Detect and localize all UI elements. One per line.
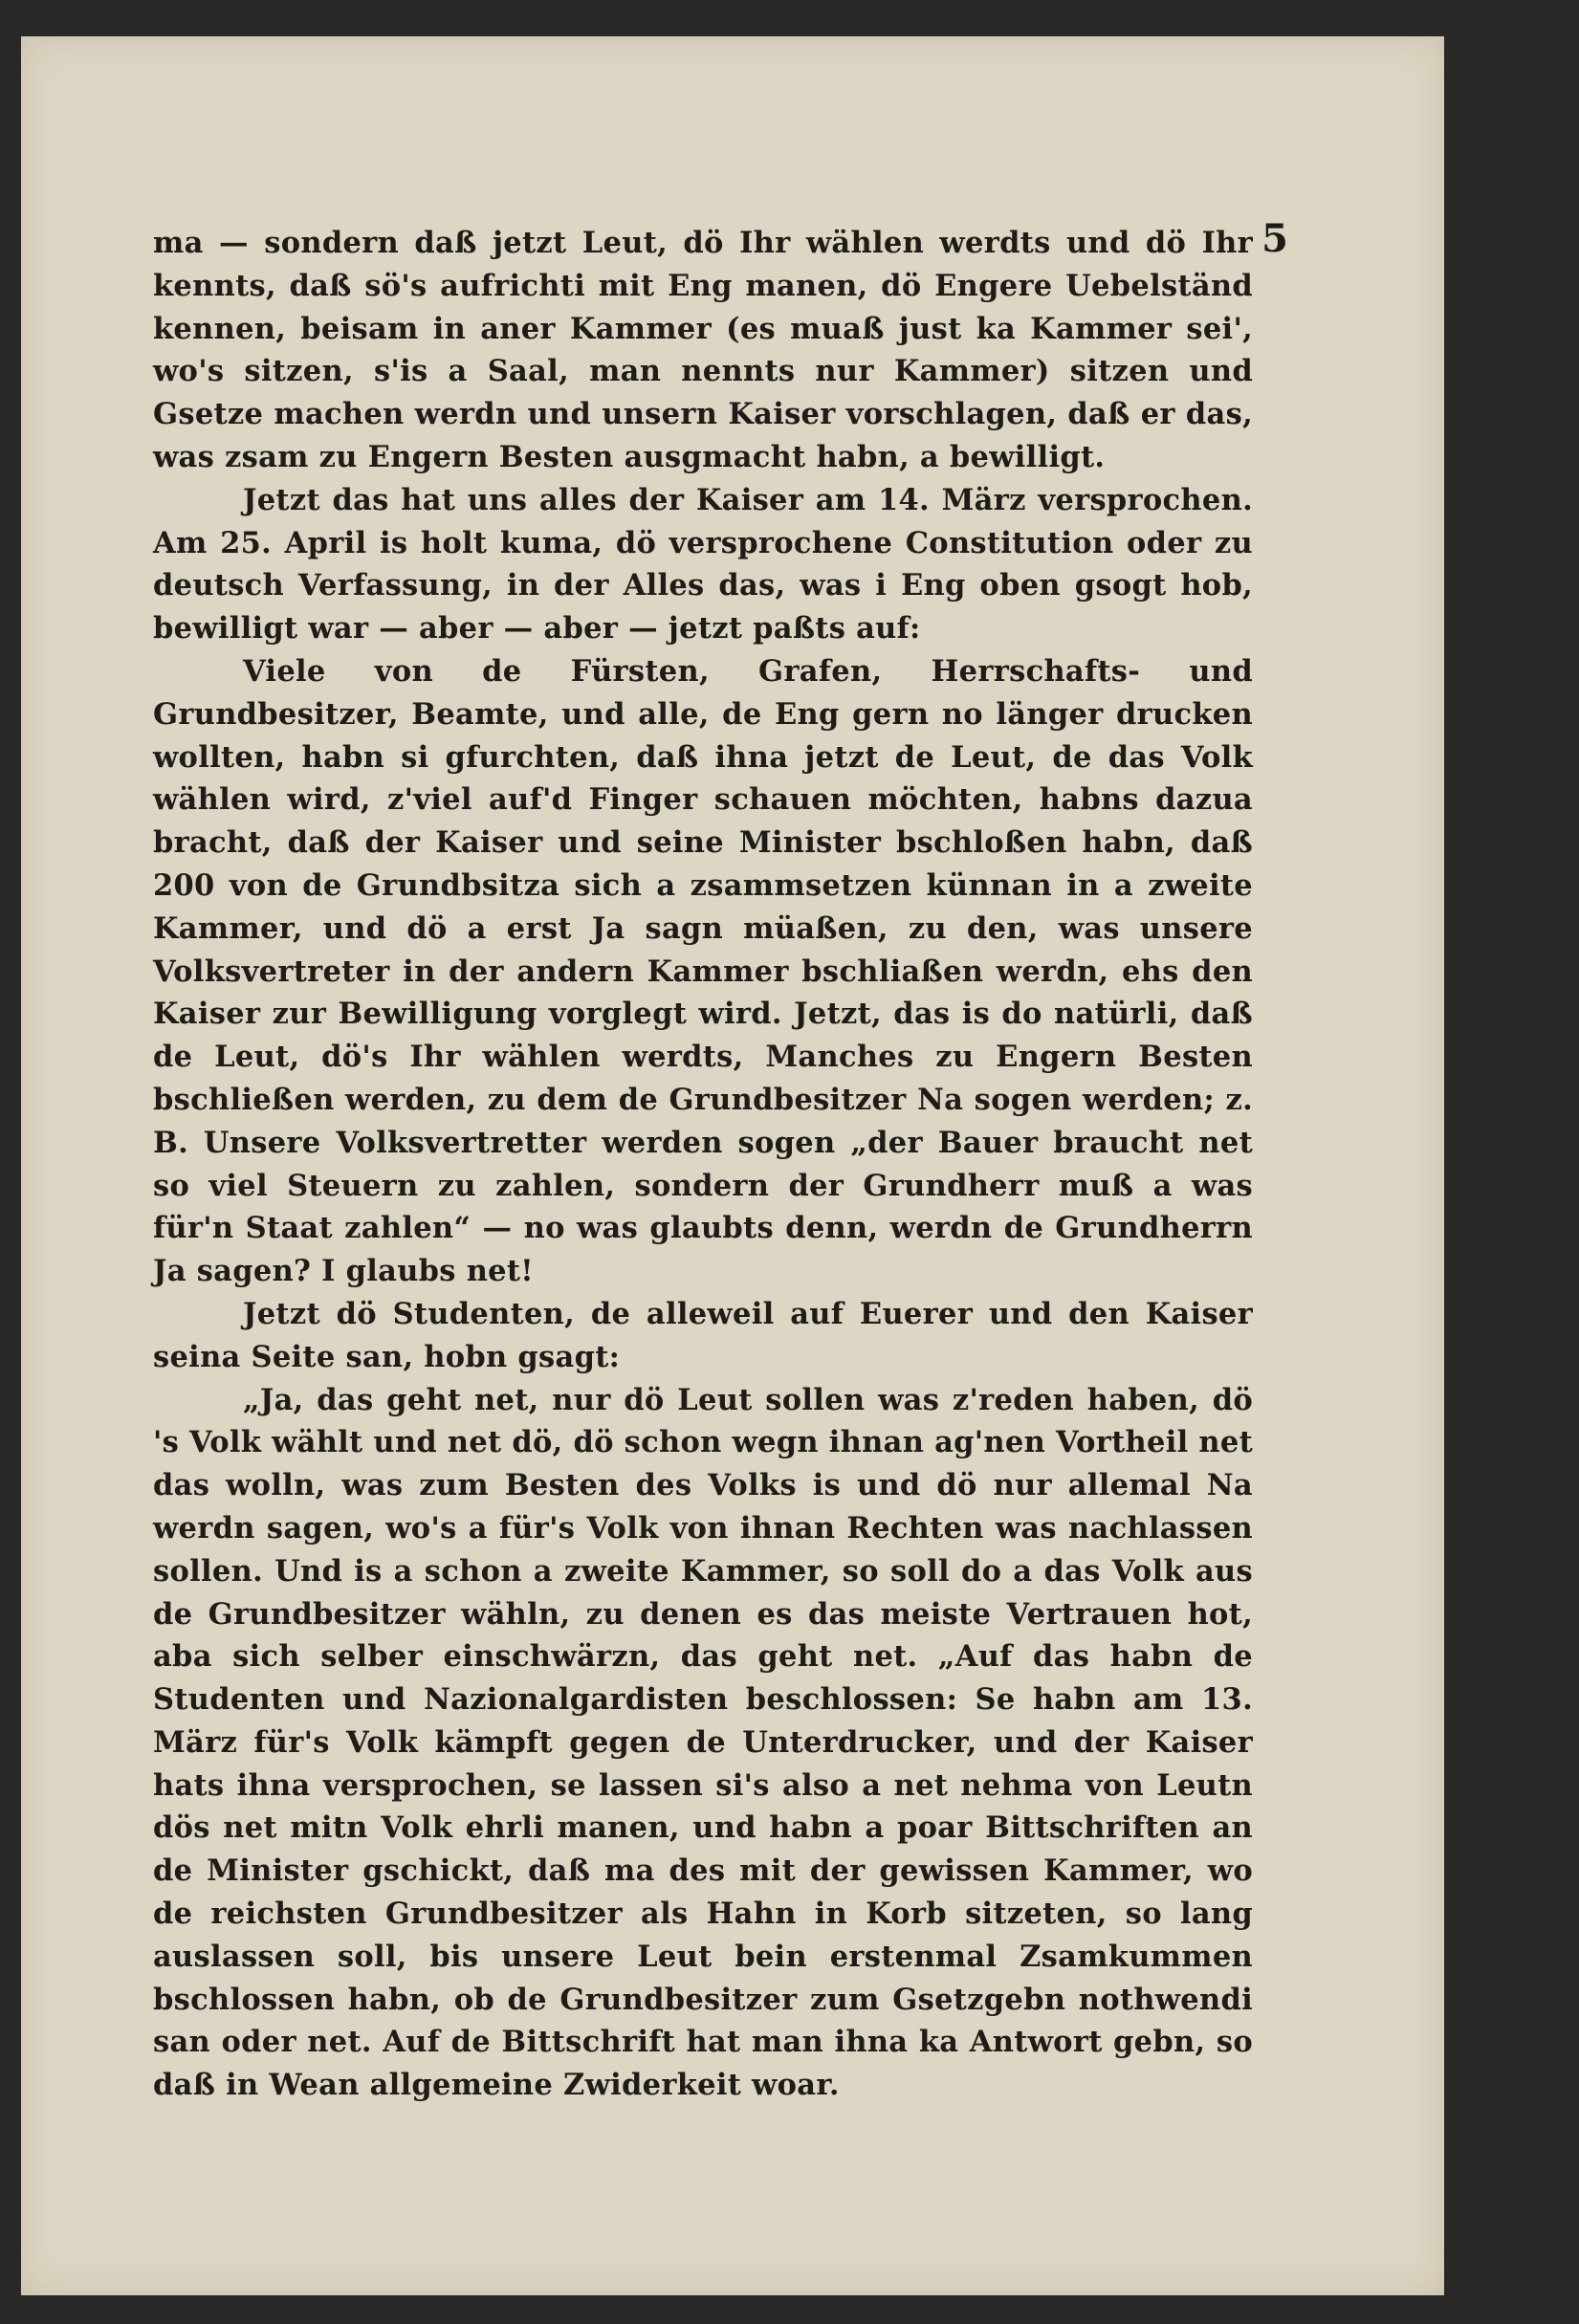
paragraph: Jetzt das hat uns alles der Kaiser am 14. März versprochen. Am 25. April is holt kuma, dö versprochene Constitution oder zu deutsch Verfassung, in der Alles das, was i Eng oben gsogt hob, bewilligt war — aber — aber — jetzt paßts auf: — [153, 482, 1253, 647]
page-number: 5 — [1261, 216, 1288, 261]
body-text — [153, 222, 1253, 2107]
paragraph: „Ja, das geht net, nur dö Leut sollen was z'reden haben, dö 's Volk wählt und net dö, dö schon wegn ihnan ag'nen Vortheil net das wolln, was zum Besten des Volks is und dö nur allemal Na werdn sagen, wo's a für's Volk von ihnan Rechten was nachlassen sollen. Und is a schon a zweite Kammer, so soll do a das Volk aus de Grundbesitzer wähln, zu denen es das meiste Vertrauen hot, aba sich selber einschwärzn, das geht net. „Auf das habn de Studenten und Nazionalgardisten beschlossen: Se habn am 13. März für's Volk kämpft gegen de Unterdrucker, und der Kaiser hats ihna versprochen, se lassen si's also a net nehma von Leutn dös net mitn Volk ehrli manen, und habn a poar Bittschriften an de Minister gschickt, daß ma des mit der gewissen Kammer, wo de reichsten Grundbesitzer als Hahn in Korb sitzeten, so lang auslassen soll, bis unsere Leut bein erstenmal Zsamkummen bschlossen habn, ob de Grundbesitzer zum Gsetzgebn nothwendi san oder net. Auf de Bittschrift hat man ihna ka Antwort gebn, so daß in Wean allgemeine Zwiderkeit woar. — [153, 1382, 1253, 2103]
paragraph: Viele von de Fürsten, Grafen, Herrschafts- und Grundbesitzer, Beamte, und alle, de Eng gern no länger drucken wollten, habn si gfurchten, daß ihna jetzt de Leut, de das Volk wählen wird, z'viel auf'd Finger schauen möchten, habns dazua bracht, daß der Kaiser und seine Minister bschloßen habn, daß 200 von de Grundbsitza sich a zsammsetzen künnan in a zweite Kammer, und dö a erst Ja sagn müaßen, zu den, was unsere Volksvertreter in der andern Kammer bschliaßen werdn, ehs den Kaiser zur Bewilligung vorglegt wird. Jetzt, das is do natürli, daß de Leut, dö's Ihr wählen werdts, Manches zu Engern Besten bschließen werden, zu dem de Grundbesitzer Na sogen werden; z. B. Unsere Volksvertretter werden sogen „der Bauer braucht net so viel Steuern zu zahlen, sondern der Grundherr muß a was für'n Staat zahlen“ — no was glaubts denn, werdn de Grundherrn Ja sagen? I glaubs net! — [153, 653, 1253, 1289]
paragraph: ma — sondern daß jetzt Leut, dö Ihr wählen werdts und dö Ihr kennts, daß sö's aufrichti mit Eng manen, dö Engere Uebelständ kennen, beisam in aner Kammer (es muaß just ka Kammer sei', wo's sitzen, s'is a Saal, man nennts nur Kammer) sitzen und Gsetze machen werdn und unsern Kaiser vorschlagen, daß er das, was zsam zu Engern Besten ausgmacht habn, a bewilligt. — [153, 226, 1253, 474]
paragraph: Jetzt dö Studenten, de alleweil auf Euerer und den Kaiser seina Seite san, hobn gsagt: — [153, 1296, 1253, 1374]
